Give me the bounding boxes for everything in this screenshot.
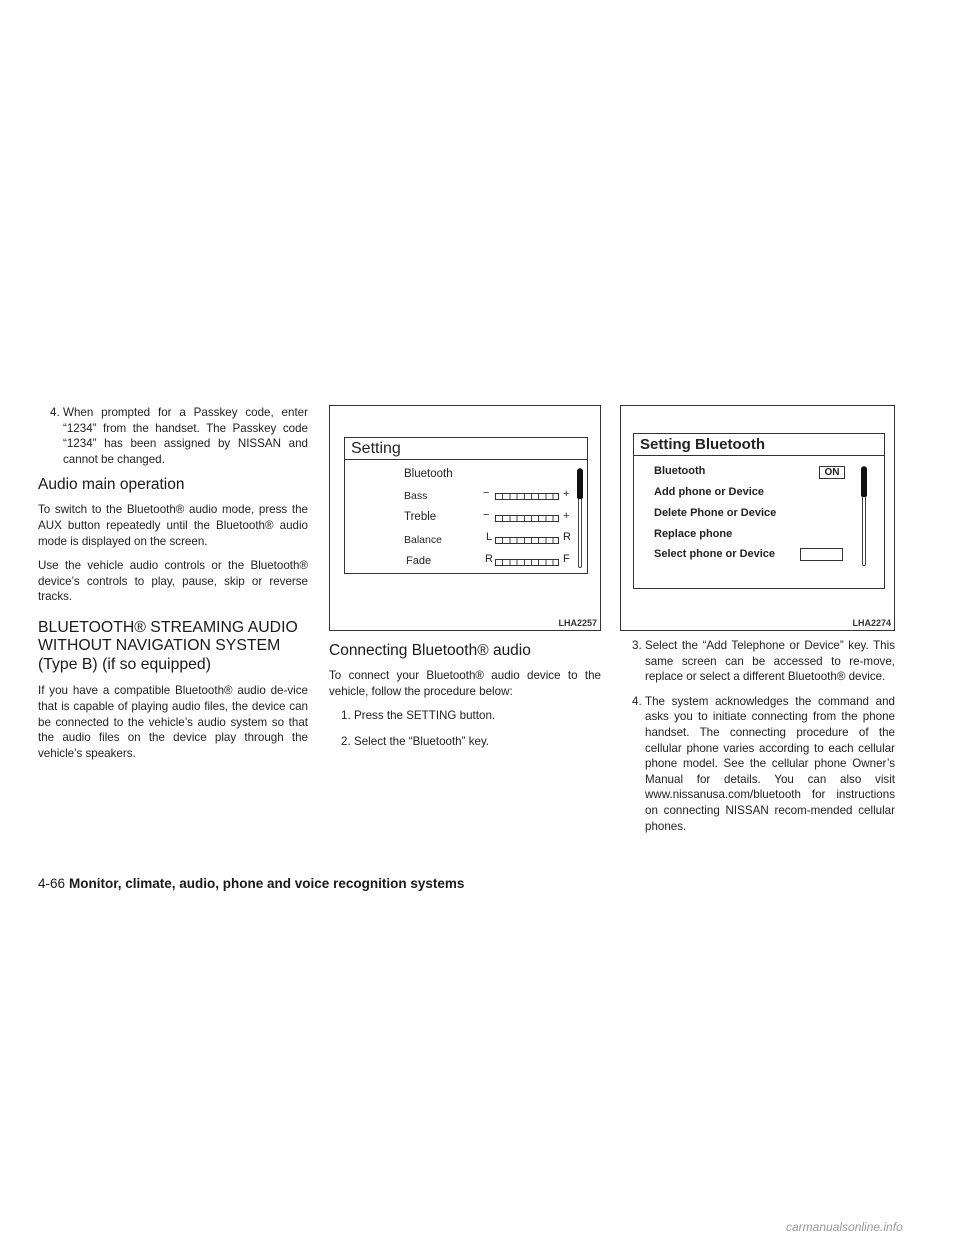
setting-scrollbar-thumb[interactable] bbox=[577, 469, 583, 499]
bt-scrollbar-thumb[interactable] bbox=[861, 467, 867, 497]
audio-main-operation-heading: Audio main operation bbox=[38, 476, 185, 494]
bass-slider[interactable] bbox=[495, 493, 559, 500]
step-4-passkey: 4. When prompted for a Passkey code, enter “1234” from the handset. The Passkey code “1234” has been assigned by NISSAN and cannot be changed. bbox=[50, 406, 308, 466]
figure-code: LHA2257 bbox=[558, 618, 597, 628]
balance-right-label: R bbox=[563, 531, 571, 543]
watermark: carmanualsonline.info bbox=[786, 1220, 903, 1234]
bt-item-bluetooth[interactable]: Bluetooth bbox=[654, 465, 706, 477]
fade-rear-label: R bbox=[485, 553, 493, 565]
connecting-intro: To connect your Bluetooth® audio device to the vehicle, follow the procedure below: bbox=[329, 669, 601, 698]
chapter-title: Monitor, climate, audio, phone and voice recognition systems bbox=[69, 876, 465, 891]
column-2 bbox=[329, 405, 601, 759]
column-3 bbox=[620, 405, 895, 843]
figure-setting-screen bbox=[329, 405, 601, 631]
page-number: 4-66 bbox=[38, 876, 66, 891]
step-3-add-device: 3. Select the “Add Telephone or Device” key. This same screen can be accessed to re-move, replace or select a different Bluetooth® device. bbox=[632, 639, 895, 684]
setting-item-bluetooth[interactable]: Bluetooth bbox=[404, 468, 453, 480]
audio-paragraph-2: Use the vehicle audio controls or the Bluetooth® device’s controls to play, pause, skip or reverse tracks. bbox=[38, 559, 308, 604]
setting-bluetooth-screen bbox=[633, 433, 885, 589]
setting-item-bass[interactable]: Bass bbox=[404, 490, 428, 502]
figure-code: LHA2274 bbox=[852, 618, 891, 628]
section-paragraph: If you have a compatible Bluetooth® audio de-vice that is capable of playing audio files, the device can be connected to the vehicle’s audio system so that the audio files on the device play through the vehicle’s speakers. bbox=[38, 684, 308, 760]
treble-slider[interactable] bbox=[495, 515, 559, 522]
connect-step-1: 1. Press the SETTING button. bbox=[341, 709, 496, 723]
connect-step-2: 2. Select the “Bluetooth” key. bbox=[341, 734, 490, 748]
bt-item-add-phone[interactable]: Add phone or Device bbox=[654, 486, 765, 498]
fade-front-label: F bbox=[563, 553, 570, 565]
bt-select-phone-field[interactable] bbox=[800, 548, 843, 561]
bass-plus-icon: + bbox=[563, 488, 570, 500]
bt-item-delete-phone[interactable]: Delete Phone or Device bbox=[654, 507, 777, 519]
treble-minus-icon: − bbox=[483, 509, 490, 521]
figure-setting-bluetooth-screen bbox=[620, 405, 895, 631]
balance-slider[interactable] bbox=[495, 537, 559, 544]
balance-left-label: L bbox=[486, 531, 493, 543]
setting-screen-title: Setting bbox=[345, 438, 587, 460]
page-footer bbox=[38, 876, 464, 891]
column-1 bbox=[38, 405, 308, 770]
bass-minus-icon: − bbox=[483, 487, 490, 499]
setting-item-balance[interactable]: Balance bbox=[404, 534, 442, 546]
step-4-acknowledge: 4. The system acknowledges the command and asks you to initiate connecting from the phone handset. The connecting procedure of the cellular phone varies according to each cellular phone model. See the cellular phone Owner’s Manual for details. You can also visit www.nissanusa.com/bluetooth for instructions on connecting NISSAN recom-mended cellular phones. bbox=[632, 694, 895, 833]
treble-plus-icon: + bbox=[563, 510, 570, 522]
fade-slider[interactable] bbox=[495, 559, 559, 566]
bt-item-replace-phone[interactable]: Replace phone bbox=[654, 528, 733, 540]
setting-item-fade[interactable]: Fade bbox=[406, 555, 432, 567]
bt-item-select-phone[interactable]: Select phone or Device bbox=[654, 548, 776, 560]
setting-screen bbox=[344, 437, 588, 574]
audio-paragraph-1: To switch to the Bluetooth® audio mode, press the AUX button repeatedly until the Bluetooth® audio mode is displayed on the screen. bbox=[38, 503, 308, 548]
bt-on-toggle[interactable]: ON bbox=[819, 466, 845, 479]
section-heading: BLUETOOTH® STREAMING AUDIO WITHOUT NAVIGATION SYSTEM (Type B) (if so equipped) bbox=[38, 618, 298, 673]
setting-scrollbar[interactable] bbox=[578, 468, 582, 568]
setting-bluetooth-title: Setting Bluetooth bbox=[634, 434, 884, 456]
setting-item-treble[interactable]: Treble bbox=[404, 511, 437, 523]
connecting-heading: Connecting Bluetooth® audio bbox=[329, 642, 531, 659]
bt-scrollbar[interactable] bbox=[862, 466, 866, 566]
